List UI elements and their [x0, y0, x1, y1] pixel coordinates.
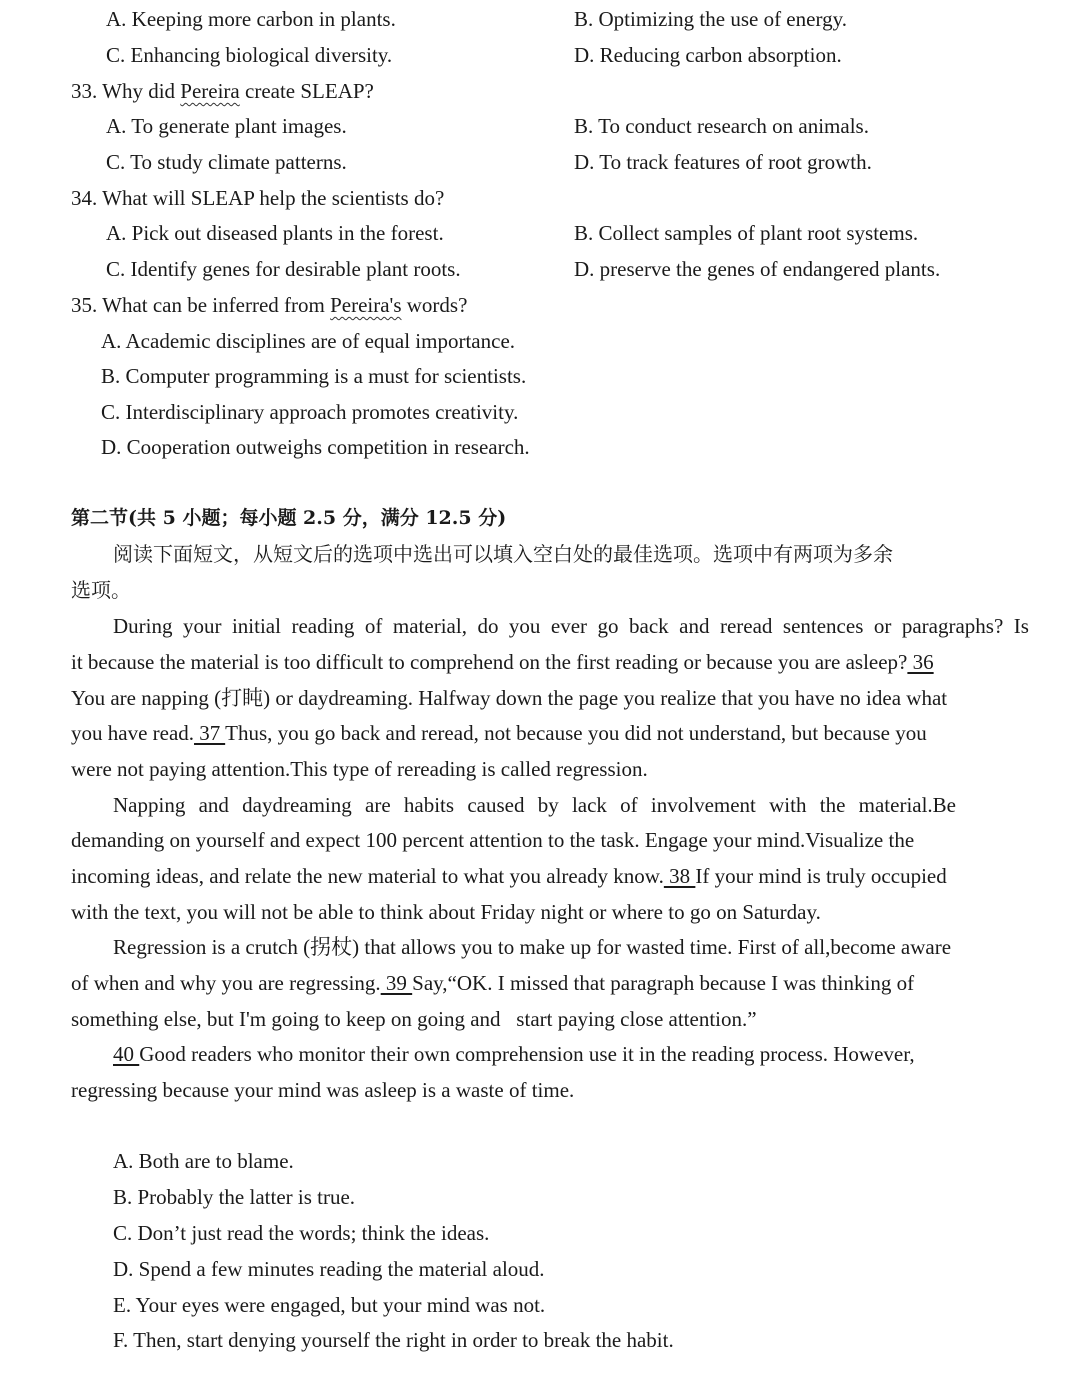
- q35-stem-start: 35. What can be inferred from: [71, 293, 331, 317]
- blank-38: 38: [663, 864, 696, 888]
- q33-stem: [71, 78, 374, 104]
- passage-text: Say,“OK. I missed that paragraph because I was thinking of: [412, 971, 915, 995]
- passage-text: Thus, you go back and reread, not because you did not understand, but because you: [225, 721, 927, 745]
- q35-stem: [71, 292, 467, 318]
- passage-text: it because the material is too difficult to comprehend on the first reading or because you are asleep?: [71, 650, 908, 674]
- q35-option-a: A. Academic disciplines are of equal importance.: [101, 329, 516, 353]
- section-instructions: 阅读下面短文，从短文后的选项中选出可以填入空白处的最佳选项。选项中有两项为多余: [113, 542, 893, 566]
- q32-option-b: B. Optimizing the use of energy.: [574, 7, 847, 31]
- blank-36: 36: [907, 650, 934, 674]
- blank-37: 37: [194, 721, 226, 745]
- q35-option-c: C. Interdisciplinary approach promotes creativity.: [101, 400, 519, 424]
- passage-p2-line2: demanding on yourself and expect 100 percent attention to the task. Engage your mind.Visualize the: [71, 828, 915, 852]
- passage-text: Good readers who monitor their own comprehension use it in the reading process. However,: [139, 1042, 915, 1066]
- passage-p2-line3: [71, 863, 947, 889]
- q35-option-b: B. Computer programming is a must for scientists.: [101, 364, 527, 388]
- q33-option-b: B. To conduct research on animals.: [574, 114, 869, 138]
- q33-option-a: A. To generate plant images.: [106, 114, 347, 138]
- passage-text: If your mind is truly occupied: [695, 864, 947, 888]
- passage-text: of when and why you are regressing.: [71, 971, 381, 995]
- q34-stem: 34. What will SLEAP help the scientists do?: [71, 186, 445, 210]
- passage-p4-line2: regressing because your mind was asleep is a waste of time.: [71, 1078, 575, 1102]
- q33-option-d: D. To track features of root growth.: [574, 150, 872, 174]
- answer-option-a: A. Both are to blame.: [113, 1149, 294, 1173]
- answer-option-b: B. Probably the latter is true.: [113, 1185, 356, 1209]
- passage-text: incoming ideas, and relate the new material to what you already know.: [71, 864, 664, 888]
- passage-p3-line1: Regression is a crutch (拐杖) that allows you to make up for wasted time. First of all,become aware: [113, 935, 952, 959]
- section-title: 第二节(共 5 小题；每小题 2.5 分，满分 12.5 分): [71, 507, 507, 529]
- passage-p1-line5: were not paying attention.This type of rereading is called regression.: [71, 757, 648, 781]
- q33-stem-name: Pereira: [180, 79, 240, 103]
- passage-p3-line3: something else, but I'm going to keep on going and start paying close attention.”: [71, 1007, 757, 1031]
- answer-option-f: F. Then, start denying yourself the right in order to break the habit.: [113, 1328, 674, 1352]
- q32-option-c: C. Enhancing biological diversity.: [106, 43, 393, 67]
- q33-stem-end: create SLEAP?: [239, 79, 374, 103]
- answer-option-e: E. Your eyes were engaged, but your mind was not.: [113, 1293, 546, 1317]
- q33-stem-start: 33. Why did: [71, 79, 181, 103]
- passage-p2-line4: with the text, you will not be able to think about Friday night or where to go on Saturday.: [71, 900, 821, 924]
- section-instructions-cont: 选项。: [71, 578, 131, 602]
- blank-40: 40: [113, 1042, 140, 1066]
- answer-option-c: C. Don’t just read the words; think the ideas.: [113, 1221, 490, 1245]
- q35-stem-name: Pereira's: [330, 293, 402, 317]
- passage-p3-line2: [71, 970, 914, 996]
- q33-option-c: C. To study climate patterns.: [106, 150, 347, 174]
- q35-option-d: D. Cooperation outweighs competition in research.: [101, 435, 530, 459]
- passage-text: you have read.: [71, 721, 195, 745]
- passage-p1-line2: [71, 649, 934, 675]
- passage-p2-line1: Napping and daydreaming are habits caused by lack of involvement with the material.Be: [113, 793, 957, 817]
- q34-option-a: A. Pick out diseased plants in the forest.: [106, 221, 444, 245]
- passage-p1-line4: [71, 720, 927, 746]
- q34-option-b: B. Collect samples of plant root systems.: [574, 221, 919, 245]
- passage-p4-line1: [113, 1041, 915, 1067]
- passage-p1-line1: During your initial reading of material, do you ever go back and reread sentences or paragraphs? Is: [113, 614, 1029, 638]
- q32-option-d: D. Reducing carbon absorption.: [574, 43, 842, 67]
- answer-option-d: D. Spend a few minutes reading the material aloud.: [113, 1257, 545, 1281]
- blank-39: 39: [380, 971, 413, 995]
- q32-option-a: A. Keeping more carbon in plants.: [106, 7, 396, 31]
- passage-p1-line3: You are napping (打盹) or daydreaming. Halfway down the page you realize that you have no idea what: [71, 686, 948, 710]
- q34-option-d: D. preserve the genes of endangered plants.: [574, 257, 941, 281]
- q34-option-c: C. Identify genes for desirable plant roots.: [106, 257, 461, 281]
- q35-stem-end: words?: [401, 293, 468, 317]
